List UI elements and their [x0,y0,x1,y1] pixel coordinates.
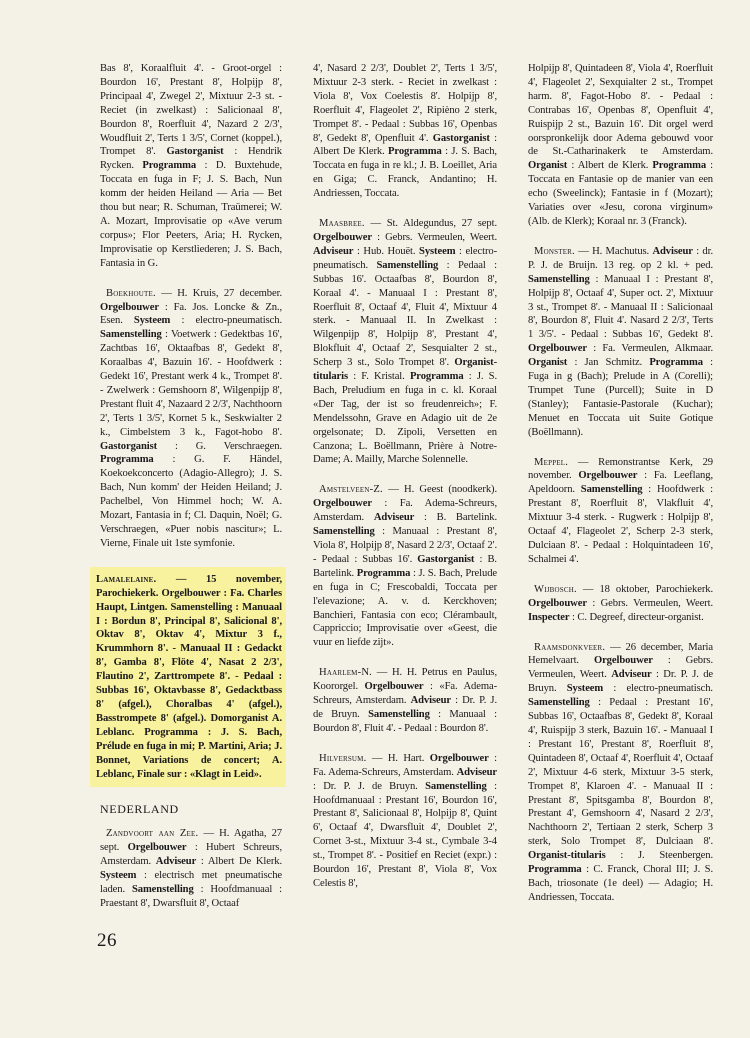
organ-entry [528,456,713,567]
location-name: Meppel. [534,456,569,468]
entry-text: : Albert de Klerk. [567,160,653,172]
organ-entry [313,752,497,891]
entry-text: : Fa. Leeflang, Apeldoorn. [528,470,713,496]
column-right [528,62,713,921]
entry-text: : D. Buxtehude, Toccata en fuga in F; J. S. Bach, Nun komm der heiden Heiland — Aria — Bet thou but near; R. Schuman, Traümerei; W. A. Mozart, Improvisatie op «Ave verum corpus»; Flor Peeters, Aria; H. Rycken, Improvisatie op Kerstliederen; J. S. Bach, Fantasia in G. [100,160,282,269]
entry-text: : Fa. Adema-Schreurs, Amsterdam. [313,752,497,778]
organ-entry [313,483,497,650]
organ-entry [528,245,713,440]
entry-text: : Hoofdwerk : Prestant 8', Roerfluit 8', Vlakfluit 4', Mixtuur 3-4 sterk. - Rugwerk : Holpijp 8', Octaaf 4', Flageolet 2', Scherp 2-3 sterk, Dulciaan 8'. - Pedaal : Holquintadeen 16', Schalmei 4'. [528,484,713,565]
field-label: : Manuaal I : Bordun 8', Principal 8', Salicional 8', Oktav 8', Oktav 4', Mixtur 3 f., Krummhorn 8'. - Manuaal II : Gedackt 8', Gamba 8', Flöte 4', Nasat 2 2/3', Flautino 2', Zarttrompete 8'. - Pedaal : Subbas 16', Oktavbasse 8', Gedacktbass 8' (afgel.), Choralbas 4' (afgel.), Basstrompete 8' (afgel.). [96,601,282,724]
organ-entry [100,827,282,910]
field-label: Adviseur [313,245,354,257]
entry-text: : Gebrs. Vermeulen, Weert. [586,597,713,609]
field-label: Samenstelling [376,259,439,271]
entry-text: — H. Kruis, 27 december. [155,287,282,299]
entry-text: — H. Machutus. [574,245,653,257]
field-label: Orgelbouwer [528,597,587,609]
field-label: Adviseur [611,669,652,681]
field-label: Gastorganist [166,146,224,158]
field-label: Samenstelling [170,601,233,613]
field-label: Domorganist [210,712,269,724]
entry-text: : Dr. P. J. de Bruyn. [313,780,426,792]
entry-text: : G. Verschraegen. [157,440,282,452]
entry-text: : Dr. P. J. de Bruyn. [528,669,713,695]
field-label: Programma [409,371,464,383]
field-label: Orgelbouwer [313,231,372,243]
entry-text: : B. Bartelink. [414,512,498,524]
entry-text: : Fa. Jos. Loncke & Zn., Esen. [100,301,282,327]
field-label: Samenstelling [425,780,487,792]
field-label: Orgelbouwer [364,681,424,693]
entry-text: : Voetwerk : Gedektbas 16', Zachtbas 16', Oktaafbas 8', Gedekt 8', Koraalbas 4', Bazuin 16'. - Hoofdwerk : Gedekt 16', Prestant werk 4 k., Trompet 8'. - Zwelwerk : Gemshoorn 8', Wilgenpijp 8', Prestant fluit 4', Nazaard 2 2/3', Nachthoorn 2', Terts 1 3/5', Kornet 5 k., Seskwialter 2 k., Cimbelstem 3 k., Fagot-hobo 8'. [100,329,282,438]
entry-text: — Remonstrantse Kerk, 29 november. [528,456,713,482]
field-label: Organist [528,160,568,172]
entry-text: : Fa. Vermeulen, Alkmaar. [586,343,713,355]
entry-text: Holpijp 8', Quintadeen 8', Viola 4', Roerfluit 4', Flageolet 2', Sexquialter 2 st., Trompet harm. 8', Fagot-Hobo 8'. - Pedaal : Contrabas 16', Openbas 8', Openfluit 4', Ruispijp 2 st., Bazuin 16'. Dit orgel werd oorspronkelijk door Adema gebouwd voor de St.-Catharinakerk te Amsterdam. [528,63,713,158]
section-heading-nederland: NEDERLAND [100,802,179,817]
location-name: Boekhoute. [106,287,156,299]
field-label: Samenstelling [131,883,194,895]
field-label: : J. S. Bach, Prélude en fuga in mi; P. Martini, Aria; J. Bonnet, Variations de concert; A. Leblanc, Finale sur : «Klagt in Leid». [96,726,283,780]
entry-text: : Albert De Klerk. [313,132,497,158]
field-label: Samenstelling [368,708,430,720]
organ-entry [313,62,497,201]
entry-text: — St. Aldegundus, 27 sept. [364,218,497,230]
field-label: Programma [652,160,707,172]
organ-entry [100,62,282,271]
location-name: Lamalelaine. [96,573,157,585]
field-label: Organist-titularis [313,357,497,383]
field-label: Orgelbouwer [429,752,489,764]
field-label: — 15 november, Parochiekerk. [96,573,282,599]
field-label: Orgelbouwer [161,587,221,599]
field-label: Programma [649,357,703,369]
field-label: Adviseur [456,766,497,778]
location-name: Haarlem-N. [319,667,373,679]
field-label: Programma [144,726,198,738]
entry-text: : Manuaal I : Prestant 8', Holpijp 8', Octaaf 4', Super oct. 2', Mixtuur 3 st., Trompet 8'. - Manuaal II : Salicionaal 8', Bourdon 8', Fluit 4'. Nasard 2 2/3', Terts 1 3/5'. - Pedaal : Subbas 16', Gedekt 8'. [528,273,713,341]
entry-text: : J. Steenbergen. [605,850,713,862]
organ-entry [100,287,282,551]
location-name: Monster. [534,245,575,257]
entry-text: — H. Hart. [366,752,430,764]
entry-text: : Manuaal : Prestant 8', Viola 8', Holpijp 8', Nasard 2 2/3', Octaaf 2'. - Pedaal : Subbas 16'. [313,526,497,565]
entry-text: : Pedaal : Prestant 16', Subbas 16', Octaafbas 8', Gedekt 8', Koraal 4', Ruispijp 3 sterk, Bazuin 16'. - Manuaal I : Prestant 16', Prestant 8', Roerfluit 8', Quintadeen 8', Octaaf 4', Roerfluit 4', Octaaf 2', Mixtuur 4-6 sterk, Mixtuur 3-5 sterk, Trompet 8', Klaroen 4'. - Manuaal II : Prestant 8', Spitsgamba 8', Bourdon 8', Prestant 4', Gemshoorn 4', Nasard 2 2/3', Nachthoorn 2', Tertiaan 2 sterk, Scherp 3 sterk, Solo Trompet 8', Dulciaan 8'. [528,697,713,848]
field-label: Orgelbouwer [313,498,372,510]
entry-text: : Albert De Klerk. [196,856,282,868]
field-label: Programma [356,567,411,579]
entry-text: : Hendrik Rycken. [100,146,282,172]
field-label: Systeem [133,315,171,327]
column-middle [313,62,497,907]
location-name: Hilversum. [319,752,367,764]
entry-text: : Dr. P. J. de Bruyn. [313,695,497,720]
field-label: Organist-titularis [528,850,606,862]
entry-text: : C. Franck, Choral III; J. S. Bach, triosonate (1e deel) — Adagio; H. Andriessen, Toccata. [528,864,713,903]
field-label: Programma [528,864,582,876]
entry-text: : «Fa. Adema-Schreurs, Amsterdam. [313,681,498,707]
field-label: Orgelbouwer [127,842,187,854]
field-label: Orgelbouwer [578,470,638,482]
field-label: Organist [528,357,568,369]
column-left [96,62,283,927]
entry-text: — H. Agatha, 27 sept. [100,828,282,854]
organ-entry [528,62,713,229]
entry-text: : electrisch met pneumatische laden. [100,870,282,895]
entry-text: : G. F. Händel, Koekoekconcerto (Adagio-Allegro); J. S. Bach, Nun komm' der Heiden Heiland; J. Pachelbel, Von Himmel hoch; W. A. Mozart, Fantasia in f; Cl. Daquin, Noël; G. Verschraegen, «Puer nobis nascitur»; L. Vierne, Finale uit 1ste symfonie. [100,454,282,549]
field-label: Orgelbouwer [100,301,159,313]
entry-text: — 18 oktober, Parochiekerk. [576,583,713,595]
entry-text: : J. S. Bach, Prelude en fuga in C; Frescobaldi, Toccata per l'elevazione; A. v. d. Kerckhoven; Banchieri, Fantasia con eco; Clérambault, Cappriccio; Improvisatie over «Geest, die vuur en liefde zijt». [313,567,497,649]
field-label: Gastorganist [100,440,158,452]
entry-text: : electro-pneumatisch. [603,683,713,695]
location-name: Zandvoort aan Zee. [106,828,199,840]
entry-text: : Gebrs. Vermeulen, Weert. [371,231,497,243]
field-label: Gastorganist [432,132,490,144]
location-name: Wijbosch. [534,583,577,595]
location-name: Raamsdonkveer. [534,641,606,653]
entry-text: : J. S. Bach, Preludium en fuga in c. kl. Koraal «Der Tag, der ist so freudenreich»; F. Mendelssohn, Grave en Adagio uit de 2e orgelsonate; D. Zipoli, Versetten en Canzona; L. Boëllmann, Prière à Notre-Dame; A. Mailly, Marche Solennelle. [313,371,497,466]
field-label: Systeem [100,870,137,882]
entry-text: : F. Kristal. [348,371,410,383]
field-label: Programma [388,146,442,158]
field-label: Adviseur [410,695,451,707]
field-label: Samenstelling [100,329,162,341]
field-label: Adviseur [155,856,197,868]
location-name: Amstelveen-Z. [319,484,383,496]
field-label: Programma [100,454,154,466]
entry-text: 4', Nasard 2 2/3', Doublet 2', Terts 1 3/5', Mixtuur 2-3 sterk. - Reciet in zwelkast : Viola 8', Vox Coelestis 8'. Holpijp 8', Roerfluit 4', Flageolet 2', Ripièno 2 sterk, Trompet 8'. - Pedaal : Subbas 16', Openbas 8', Gedekt 8', Openfluit 4'. [313,63,497,144]
entry-text: : Hoofdmanuaal : Praestant 8', Dwarsfluit 8', Octaaf [100,883,282,909]
entry-text: : B. Bartelink. [313,553,497,579]
organ-entry [313,666,497,736]
field-label: Samenstelling [580,484,643,496]
entry-text: : Hubert Schreurs, Amsterdam. [100,842,282,868]
entry-text: : dr. P. J. de Bruijn. 13 reg. op 2 kl. + ped. [528,245,713,271]
entry-text: : Manuaal : Bourdon 8', Fluit 4'. - Pedaal : Bourdon 8'. [313,708,497,734]
entry-text: : Fa. Adema-Schreurs, Amsterdam. [313,498,497,524]
field-label: A. Leblanc. [96,712,282,738]
field-label: Systeem [566,683,604,695]
highlighted-entry [90,567,286,788]
field-label: Adviseur [373,512,415,524]
entry-text: : Hub. Houët. [353,245,420,257]
field-label: Orgelbouwer [528,343,587,355]
field-label: Samenstelling [528,273,590,285]
entry-text: : Pedaal : Subbas 16'. Octaafbas 8', Bourdon 8', Koraal 4'. - Manuaal I : Prestant 8', Roerfluit 8', Octaaf 4', Fluit 4', Mixtuur 4 sterk. - Manuaal II. In Zwelkast : Wilgenpijp 8', Holpijp 8', Prestant 4', Blokfluit 4', Octaaf 2', Sesquialter 2 st., Scherp 3 st., Solo Trompet 8'. [313,259,497,369]
entry-text: : Gebrs. Vermeulen, Weert. [528,655,713,681]
organ-entry [313,217,497,467]
entry-text: : J. S. Bach, Toccata en fuga in re kl.; J. B. Loeillet, Aria en Giga; C. Franck, Andantino; H. Andriessen, Toccata. [313,146,497,200]
field-label: Adviseur [652,245,693,257]
field-label: Systeem [419,245,456,257]
organ-entry [528,641,713,905]
field-label: Programma [142,160,197,172]
entry-text: — 26 december, Maria Hemelvaart. [528,641,713,667]
entry-text: : Fuga in g (Bach); Prelude in A (Corelli); Trumpet Tune (Purcell); Suite in D (Stanley); Fantasie-Pastorale (Kuchar); Menuet en Toccata uit Suite Gotique (Boëllmann). [528,357,713,438]
entry-text: : Toccata en Fantasie op de manier van een echo (Sweelinck); Fantasie in f (Mozart); Variaties over «Jesu, corona virginum» (Alb. de Klerk); Koraal nr. 3 (Franck). [528,160,713,227]
page-number: 26 [97,930,117,951]
entry-text: : C. Degreef, directeur-organist. [569,611,704,623]
entry-text: — H. H. Petrus en Paulus, Koororgel. [313,667,497,693]
field-label: Orgelbouwer [593,655,653,667]
entry-text: : electro-pneumatisch. [170,315,282,327]
entry-text: : Hoofdmanuaal : Prestant 16', Bourdon 16', Prestant 8', Salicionaal 8', Holpijp 8', Quint 6', Octaaf 4', Dwarsfluit 4', Doublet 2', Cornet 3-st., Mixtuur 3-4 st., Cymbale 3-4 st., Trompet 8'. - Positief en Reciet (expr.) : Bourdon 16', Prestant 8', Viola 8', Vox Celestis 8', [313,780,497,889]
field-label: : Fa. Charles Haupt, Lintgen. [96,587,282,613]
organ-entry [528,583,713,625]
entry-text: : electro-pneumatisch. [313,245,497,271]
entry-text: : Jan Schmitz. [567,357,650,369]
location-name: Maasbree. [319,218,365,230]
field-label: Samenstelling [313,526,375,538]
field-label: Inspecter [528,611,570,623]
field-label: Samenstelling [528,697,590,709]
entry-text: — H. Geest (noodkerk). [382,484,497,496]
entry-text: Bas 8', Koraalfluit 4'. - Groot-orgel : Bourdon 16', Prestant 8', Holpijp 8', Principaal 4', Zwegel 2', Mixtuur 2-3 st. - Reciet (in zwelkast) : Salicionaal 8', Bourdon 8', Roerfluit 4', Nazard 2 2/3', Woudfluit 2', Terts 1 3/5', Cornet (koppel.), Trompet 8'. [100,63,282,158]
field-label: Gastorganist [417,553,475,565]
